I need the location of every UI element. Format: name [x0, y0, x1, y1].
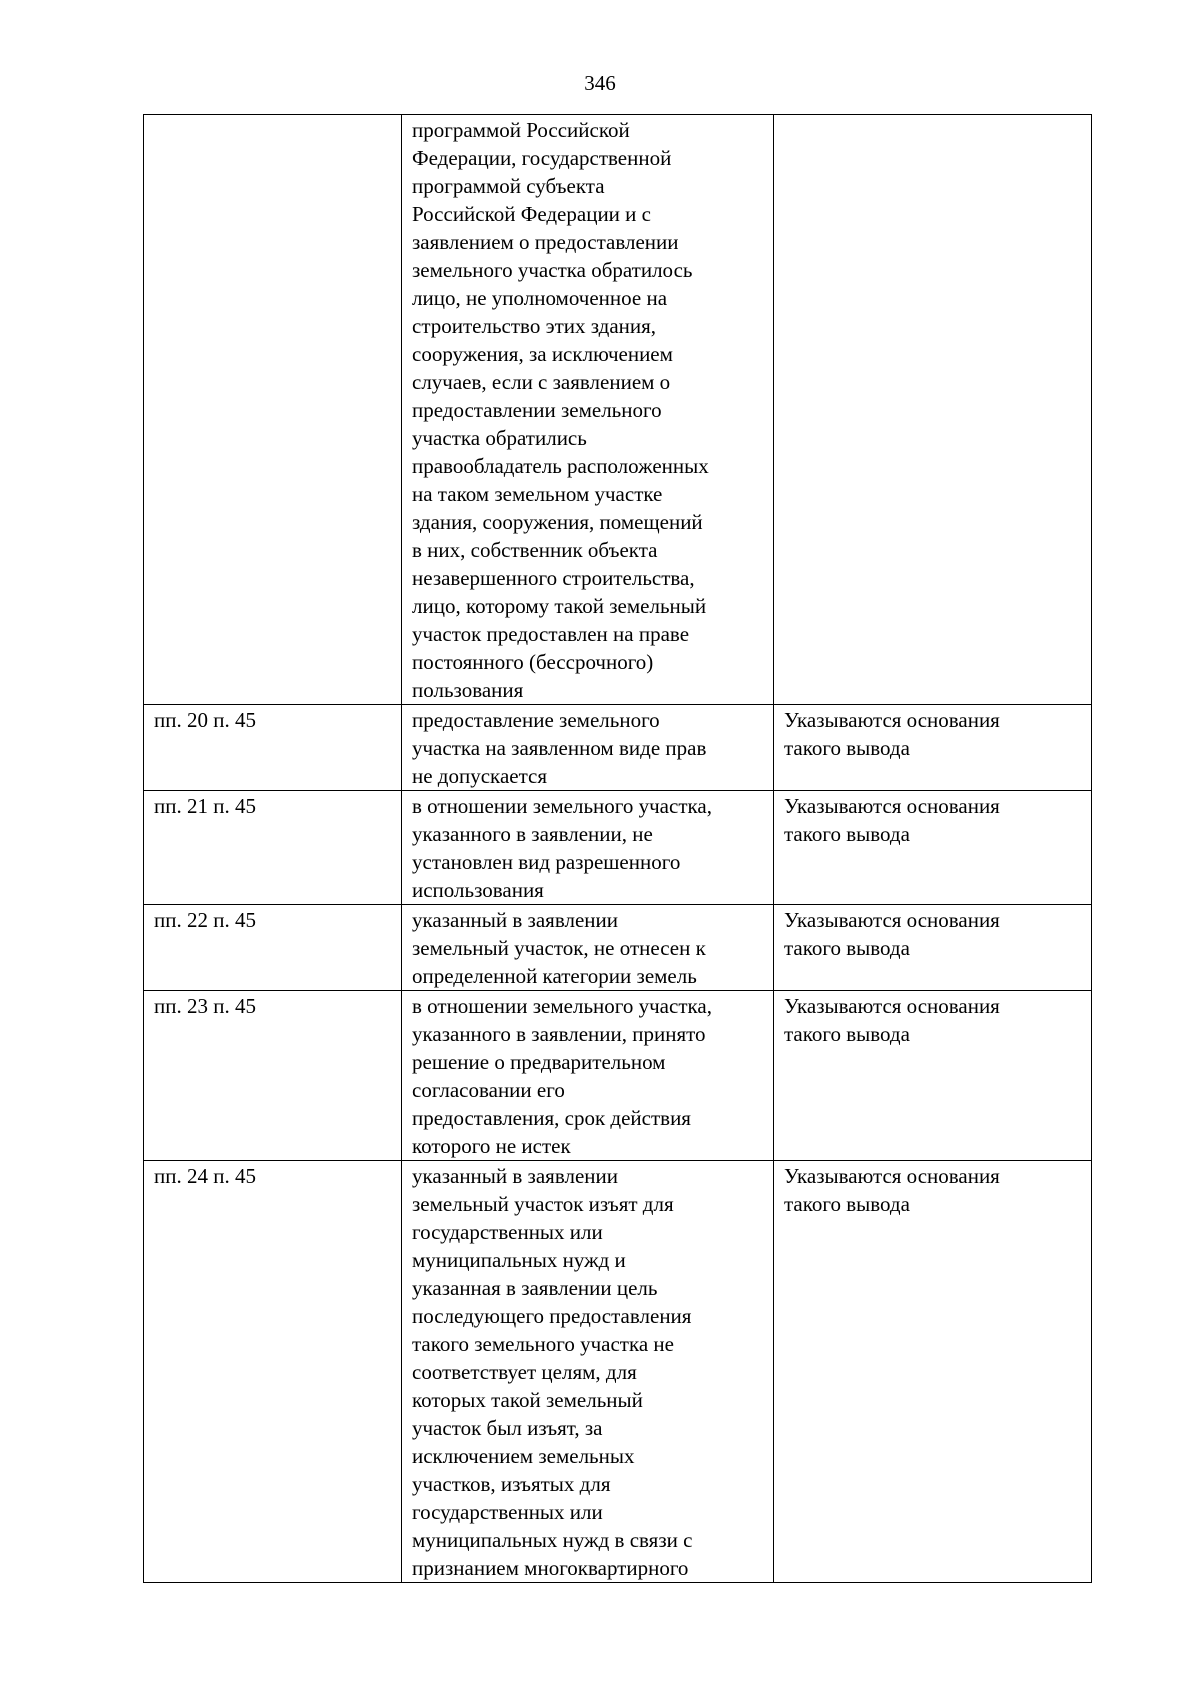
table-row: [144, 1161, 1092, 1583]
row-description-cell: указанный в заявлении земельный участок изъят для государственных или муниципальных нужд и указанная в заявлении цель последующего предоставления такого земельного участка не соответствует целям, для которых такой земельный участок был изъят, за исключением земельных участков, изъятых для государственных или муниципальных нужд в связи с признанием многоквартирного: [402, 1161, 774, 1583]
table-row: [144, 791, 1092, 905]
row-description-cell: в отношении земельного участка, указанного в заявлении, не установлен вид разрешенного использования: [402, 791, 774, 905]
table-row: [144, 705, 1092, 791]
table-row: [144, 905, 1092, 991]
row-ref-cell: пп. 23 п. 45: [144, 991, 402, 1161]
grounds-table: [143, 114, 1092, 1583]
row-ref-cell: пп. 24 п. 45: [144, 1161, 402, 1583]
table-row: [144, 115, 1092, 705]
row-ref-cell: [144, 115, 402, 705]
row-note-cell: [774, 115, 1092, 705]
row-description-cell: программой Российской Федерации, государственной программой субъекта Российской Федерации и с заявлением о предоставлении земельного участка обратилось лицо, не уполномоченное на строительство этих здания, сооружения, за исключением случаев, если с заявлением о предоставлении земельного участка обратились правообладатель расположенных на таком земельном участке здания, сооружения, помещений в них, собственник объекта незавершенного строительства, лицо, которому такой земельный участок предоставлен на праве постоянного (бессрочного) пользования: [402, 115, 774, 705]
row-note-cell: Указываются основания такого вывода: [774, 991, 1092, 1161]
row-ref-cell: пп. 21 п. 45: [144, 791, 402, 905]
table-row: [144, 991, 1092, 1161]
row-ref-cell: пп. 20 п. 45: [144, 705, 402, 791]
row-note-cell: Указываются основания такого вывода: [774, 705, 1092, 791]
row-note-cell: Указываются основания такого вывода: [774, 905, 1092, 991]
row-note-cell: Указываются основания такого вывода: [774, 1161, 1092, 1583]
row-description-cell: указанный в заявлении земельный участок, не отнесен к определенной категории земель: [402, 905, 774, 991]
page-number: 346: [584, 71, 616, 95]
row-description-cell: в отношении земельного участка, указанного в заявлении, принято решение о предварительном согласовании его предоставления, срок действия которого не истек: [402, 991, 774, 1161]
row-ref-cell: пп. 22 п. 45: [144, 905, 402, 991]
row-description-cell: предоставление земельного участка на заявленном виде прав не допускается: [402, 705, 774, 791]
row-note-cell: Указываются основания такого вывода: [774, 791, 1092, 905]
